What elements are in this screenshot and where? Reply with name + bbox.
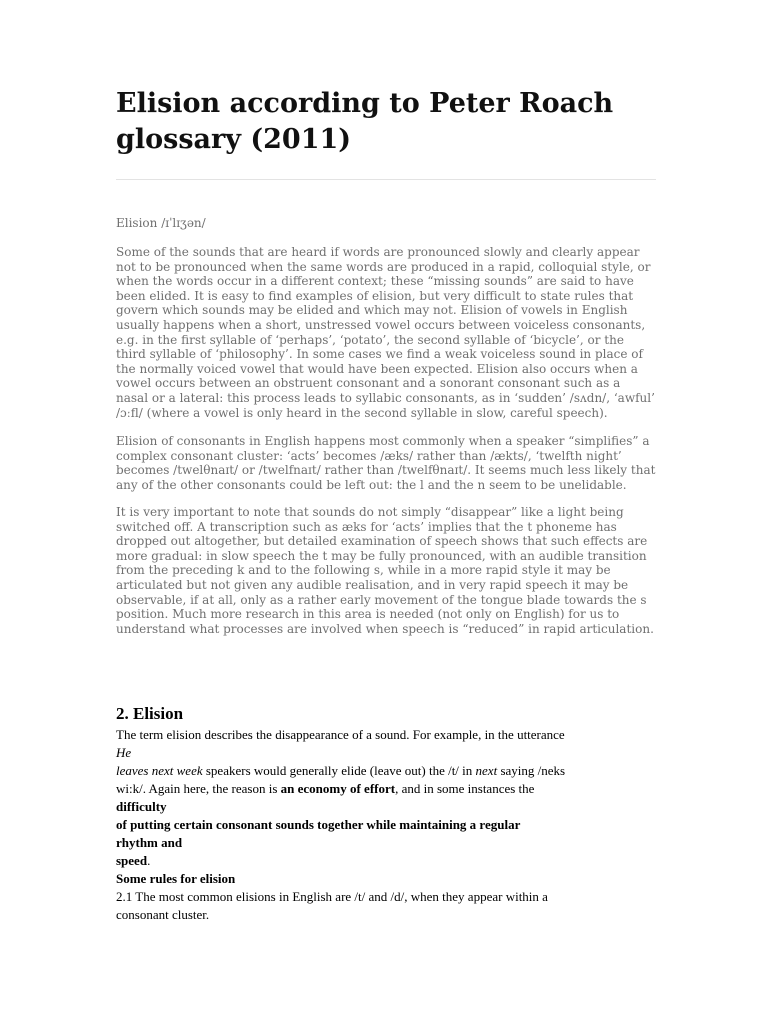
body-line: difficulty xyxy=(116,799,167,814)
body-line: The term elision describes the disappearance of a sound. For example, in the utterance xyxy=(116,727,565,742)
emphasis-text: an economy of effort xyxy=(280,781,396,796)
body-line: 2.1 The most common elisions in English are /t/ and /d/, when they appear within a xyxy=(116,889,548,904)
body-line: rhythm and xyxy=(116,835,183,850)
glossary-paragraph-2: Elision of consonants in English happens most commonly when a speaker “simplifies” a complex consonant cluster: ‘acts’ becomes /æks/ rather than /ækts/, ‘twelfth night’ becomes /twelθnaɪt/ or /twelfnaɪt/ rather than /twelfθnaɪt/. It seems much less likely that any of the other consonants could be left out: the l and the n seem to be unelidable. xyxy=(116,434,656,492)
section-heading: 2. Elision xyxy=(116,704,184,723)
glossary-entry: Elision /ɪˈlɪʒən/ xyxy=(116,216,206,230)
body-text: , and in some instances the xyxy=(395,781,535,796)
example-word: next xyxy=(475,763,498,778)
title-divider xyxy=(116,179,656,180)
example-phrase: leaves next week xyxy=(116,763,203,778)
subheading: Some rules for elision xyxy=(116,871,236,886)
body-line xyxy=(116,780,661,798)
body-line: consonant cluster. xyxy=(116,907,210,922)
body-line xyxy=(116,852,661,870)
page-title: Elision according to Peter Roach glossary (2011) xyxy=(116,88,614,155)
body-line: of putting certain consonant sounds together while maintaining a regular xyxy=(116,817,521,832)
body-text: saying /neks xyxy=(497,763,566,778)
body-line xyxy=(116,762,661,780)
body-text: wi:k/. Again here, the reason is xyxy=(116,781,281,796)
section-body xyxy=(116,726,661,924)
glossary-paragraph-3: It is very important to note that sounds do not simply “disappear” like a light being switched off. A transcription such as æks for ‘acts’ implies that the t phoneme has dropped out altogether, but detailed examination of speech shows that such effects are more gradual: in slow speech the t may be fully pronounced, with an audible transition from the preceding k and to the following s, while in a more rapid style it may be articulated but not given any audible realisation, and in very rapid speech it may be observable, if at all, only as a rather early movement of the tongue blade towards the s position. Much more research in this area is needed (not only on English) for us to understand what processes are involved when speech is “reduced” in rapid articulation. xyxy=(116,505,654,636)
emphasis-text: speed xyxy=(116,853,148,868)
body-text: speakers would generally elide (leave out) the /t/ in xyxy=(202,763,476,778)
body-text: . xyxy=(147,853,151,868)
glossary-paragraph-1: Some of the sounds that are heard if words are pronounced slowly and clearly appear not to be pronounced when the same words are produced in a rapid, colloquial style, or when the words occur in a different context; these “missing sounds” are said to have been elided. It is easy to find examples of elision, but very difficult to state rules that govern which sounds may be elided and which may not. Elision of vowels in English usually happens when a short, unstressed vowel occurs between voiceless consonants, e.g. in the first syllable of ‘perhaps’, ‘potato’, the second syllable of ‘bicycle’, or the third syllable of ‘philosophy’. In some cases we find a weak voiceless sound in place of the normally voiced vowel that would have been expected. Elision also occurs when a vowel occurs between an obstruent consonant and a sonorant consonant such as a nasal or a lateral: this process leads to syllabic consonants, as in ‘sudden’ /sʌdn/, ‘awful’ /ɔːfl/ (where a vowel is only heard in the second syllable in slow, careful speech). xyxy=(116,245,655,420)
body-line: He xyxy=(116,745,132,760)
